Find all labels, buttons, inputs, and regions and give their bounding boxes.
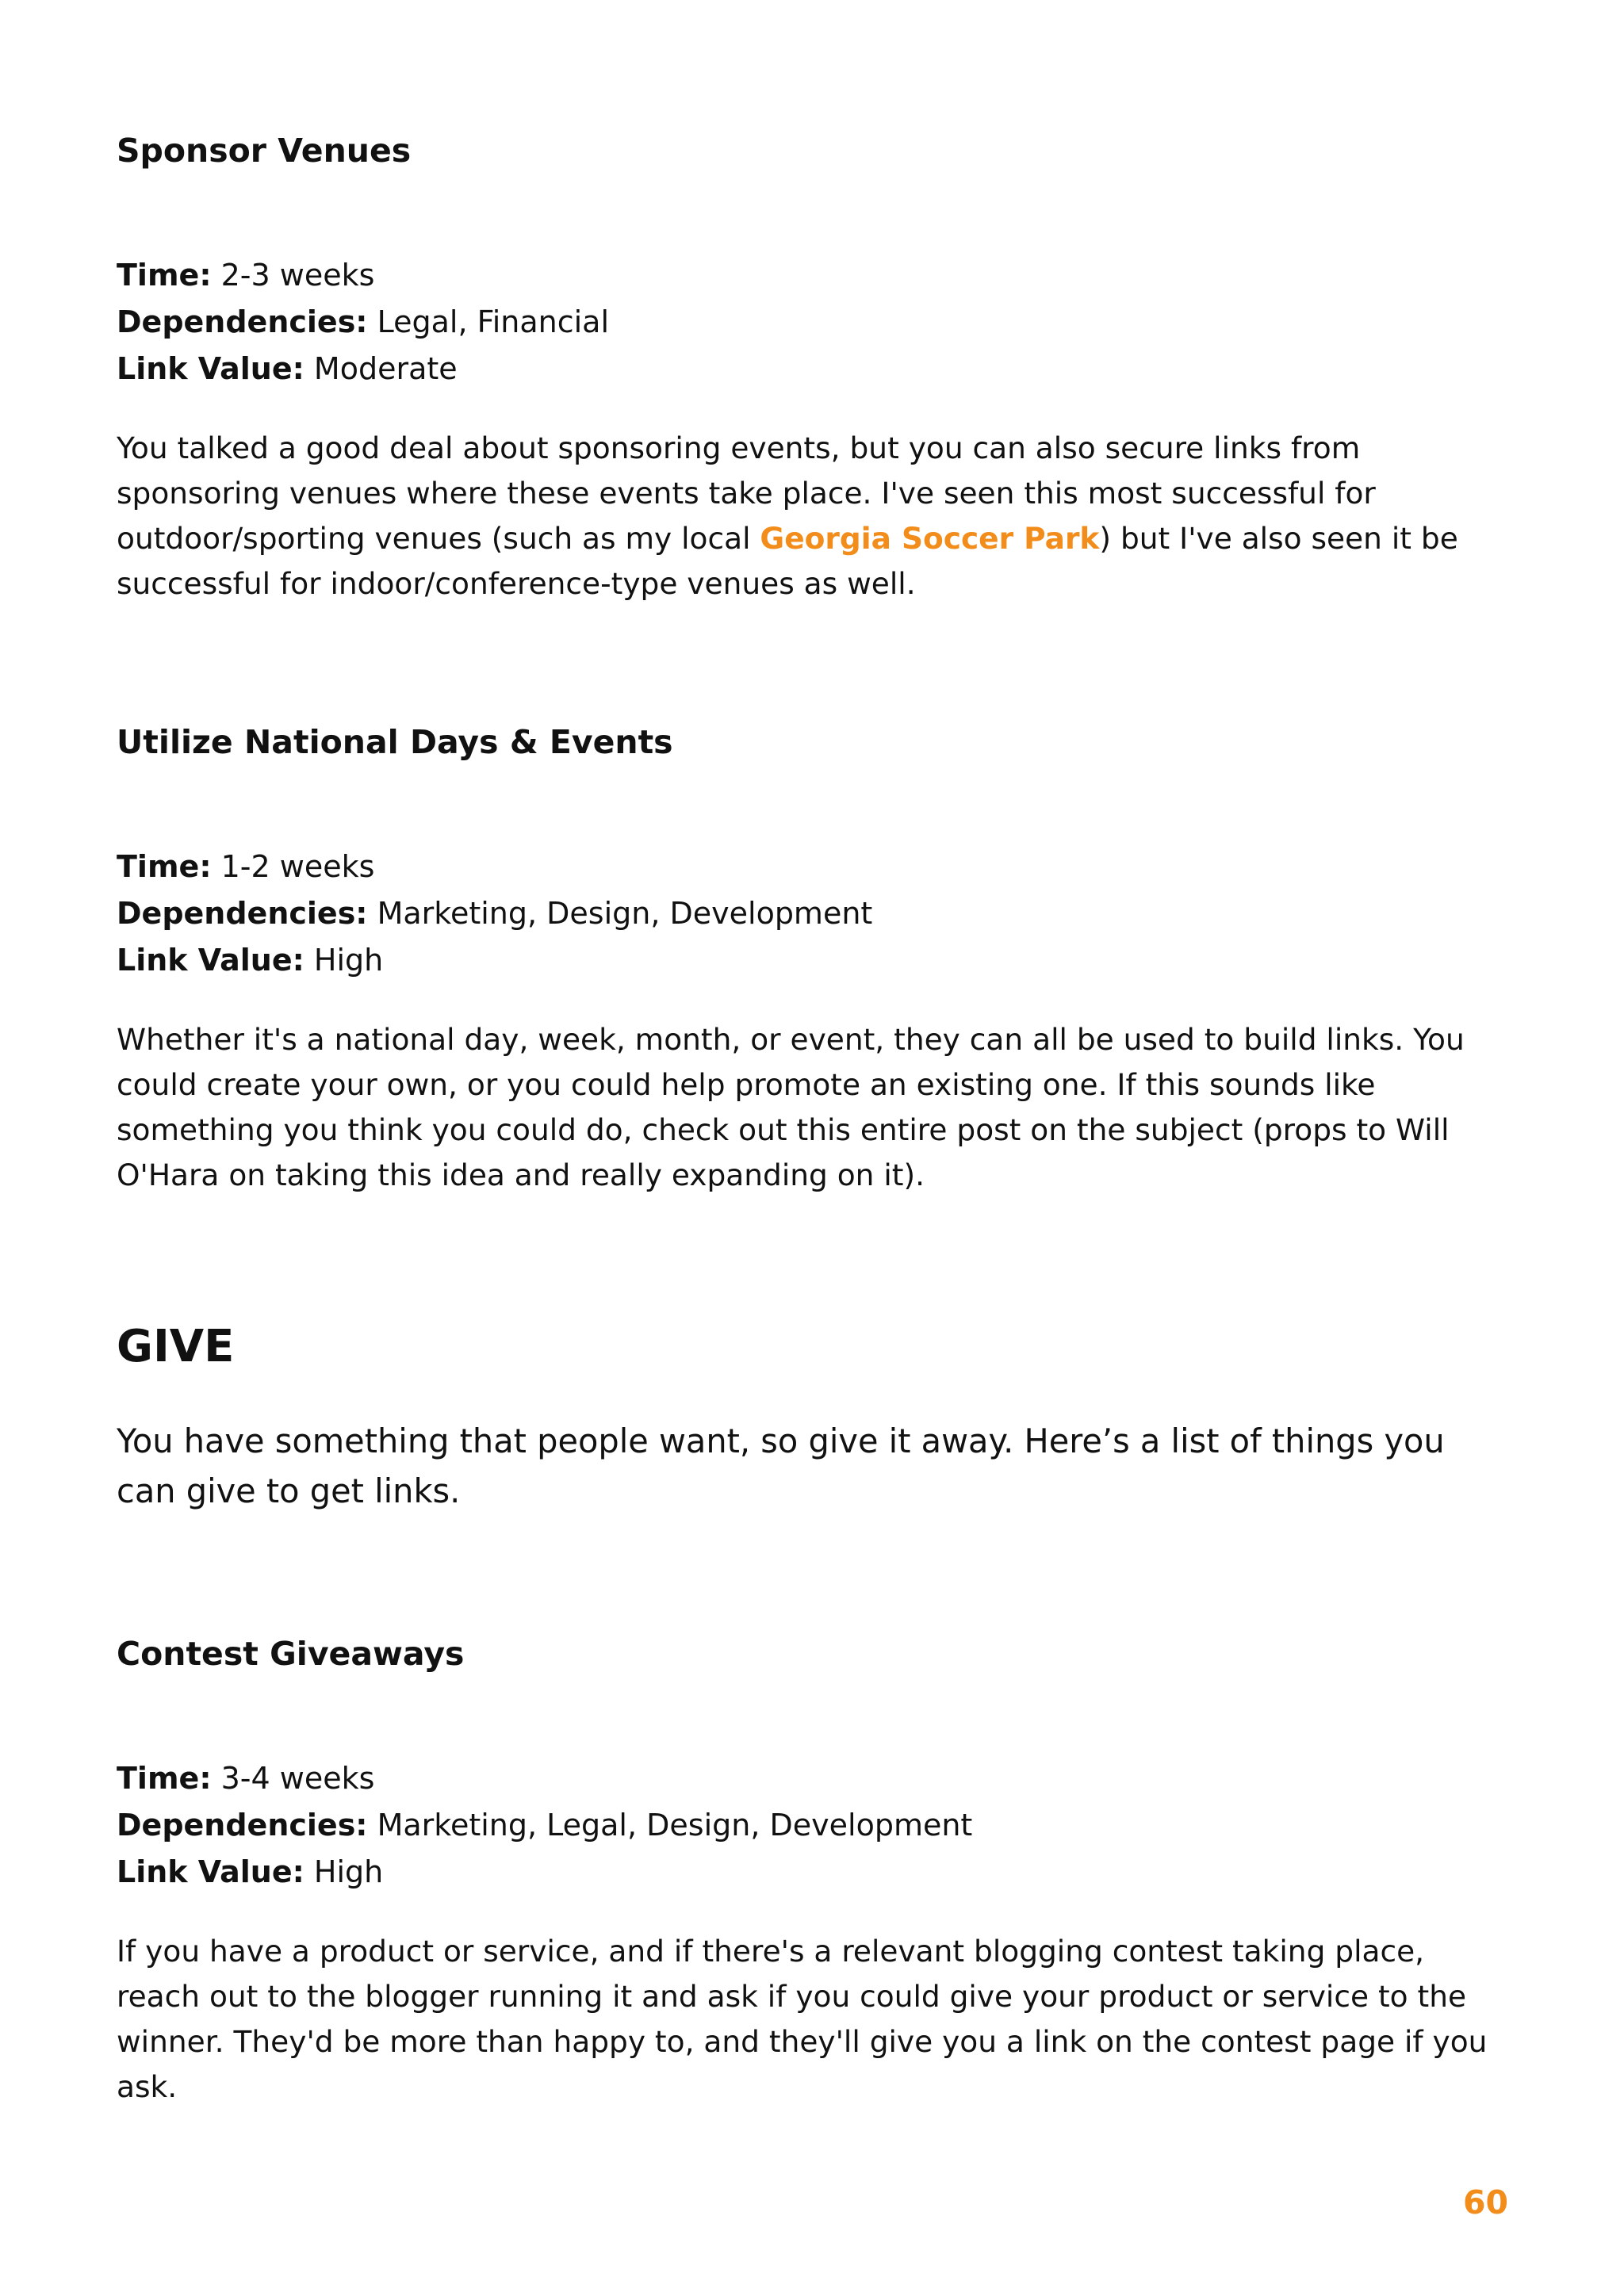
section-body-national-days: Whether it's a national day, week, month, or event, they can all be used to build links. You could create your own, or you could help promote an existing one. If this sounds like something you think you could do, check out this entire post on the subject (props to Will O'Hara on taking this idea and really expanding on it).	[117, 1022, 1465, 1192]
meta-link-value-label: Link Value:	[117, 351, 304, 386]
meta-dependencies-value: Legal, Financial	[367, 304, 609, 339]
meta-block-national-days	[117, 844, 872, 984]
give-intro: You have something that people want, so give it away. Here’s a list of things you can give to get links.	[117, 1422, 1445, 1510]
meta-time-value: 1-2 weeks	[211, 849, 375, 884]
body-text-after-link: ) but I've also seen it be successful for indoor/conference-type venues as well.	[117, 521, 1458, 601]
meta-link-value-value: High	[304, 943, 384, 978]
meta-dependencies-value: Marketing, Legal, Design, Development	[367, 1808, 973, 1843]
page-number: 60	[1462, 2183, 1508, 2221]
meta-time-label: Time:	[117, 258, 212, 293]
meta-time	[117, 844, 872, 890]
meta-dependencies	[117, 299, 609, 346]
meta-dependencies-label: Dependencies:	[117, 896, 368, 931]
section-body-sponsor-venues	[117, 426, 1512, 607]
section-body-contest-giveaways: If you have a product or service, and if there's a relevant blogging contest taking place, reach out to the blogger running it and ask if you could give your product or service to the winner. They'd be more than happy to, and they'll give you a link on the contest page if you ask.	[117, 1934, 1488, 2104]
meta-link-value	[117, 346, 609, 392]
give-heading: GIVE	[117, 1321, 235, 1372]
meta-dependencies	[117, 890, 872, 937]
georgia-soccer-park-link[interactable]: Georgia Soccer Park	[760, 521, 1100, 556]
meta-time-value: 2-3 weeks	[211, 258, 375, 293]
meta-link-value-label: Link Value:	[117, 1854, 304, 1889]
meta-time	[117, 252, 609, 299]
meta-time	[117, 1755, 972, 1802]
meta-time-label: Time:	[117, 849, 212, 884]
body-text-before-link: You talked a good deal about sponsoring events, but you can also secure links from sponsoring venues where these events take place. I've seen this most successful for outdoor/sporting venues (such as my local	[117, 430, 1376, 556]
meta-dependencies-label: Dependencies:	[117, 1808, 368, 1843]
meta-block-contest-giveaways	[117, 1755, 972, 1896]
section-heading-sponsor-venues: Sponsor Venues	[117, 132, 412, 170]
section-heading-national-days: Utilize National Days & Events	[117, 723, 673, 761]
meta-dependencies-value: Marketing, Design, Development	[367, 896, 873, 931]
meta-time-value: 3-4 weeks	[211, 1761, 375, 1796]
meta-link-value	[117, 937, 872, 984]
meta-dependencies-label: Dependencies:	[117, 304, 368, 339]
meta-time-label: Time:	[117, 1761, 212, 1796]
meta-dependencies	[117, 1802, 972, 1849]
meta-block-sponsor-venues	[117, 252, 609, 392]
meta-link-value	[117, 1849, 972, 1896]
meta-link-value-label: Link Value:	[117, 943, 304, 978]
section-heading-contest-giveaways: Contest Giveaways	[117, 1635, 465, 1673]
meta-link-value-value: High	[304, 1854, 384, 1889]
meta-link-value-value: Moderate	[304, 351, 458, 386]
